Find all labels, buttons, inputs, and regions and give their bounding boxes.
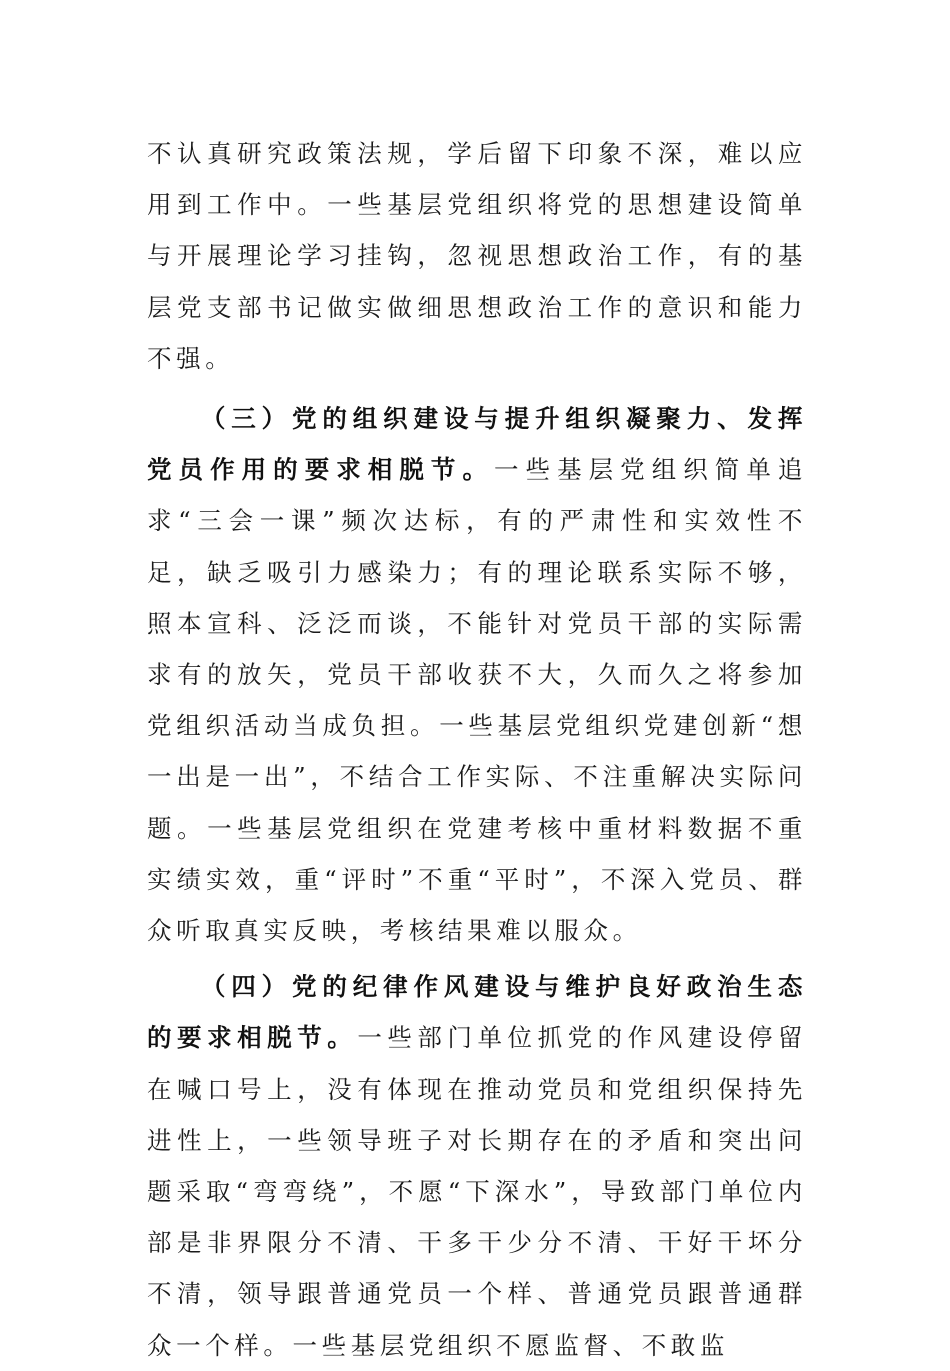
paragraph-text: 一些基层党组织简单追求“三会一课”频次达标，有的严肃性和实效性不足，缺乏吸引力感染力；有的理论联系实际不够，照本宣科、泛泛而谈，不能针对党员干部的实际需求有的放矢，党员干部收获不大，久而久之将参加党组织活动当成负担。一些基层党组织党建创新“想一出是一出”，不结合工作实际、不注重解决实际问题。一些基层党组织在党建考核中重材料数据不重实绩实效，重“评时”不重“平时”，不深入党员、群众听取真实反映，考核结果难以服众。 (147, 455, 807, 946)
paragraph-section-3 (147, 393, 807, 956)
section-heading-4: （四）党的纪律作风建设与维护良好政治生态的要求相脱节。 (147, 972, 807, 1053)
paragraph-text: 不认真研究政策法规，学后留下印象不深，难以应用到工作中。一些基层党组织将党的思想建设简单与开展理论学习挂钩，忽视思想政治工作，有的基层党支部书记做实做细思想政治工作的意识和能力不强。 (147, 139, 807, 373)
paragraph-continuation (147, 128, 807, 384)
paragraph-section-4 (147, 961, 807, 1371)
document-body (147, 128, 807, 1371)
section-heading-3: （三）党的组织建设与提升组织凝聚力、发挥党员作用的要求相脱节。 (147, 404, 807, 485)
paragraph-text: 一些部门单位抓党的作风建设停留在喊口号上，没有体现在推动党员和党组织保持先进性上，一些领导班子对长期存在的矛盾和突出问题采取“弯弯绕”，不愿“下深水”，导致部门单位内部是非界限分不清、干多干少分不清、干好干坏分不清，领导跟普通党员一个样、普通党员跟普通群众一个样。一些基层党组织不愿监督、不敢监 (147, 1023, 808, 1360)
